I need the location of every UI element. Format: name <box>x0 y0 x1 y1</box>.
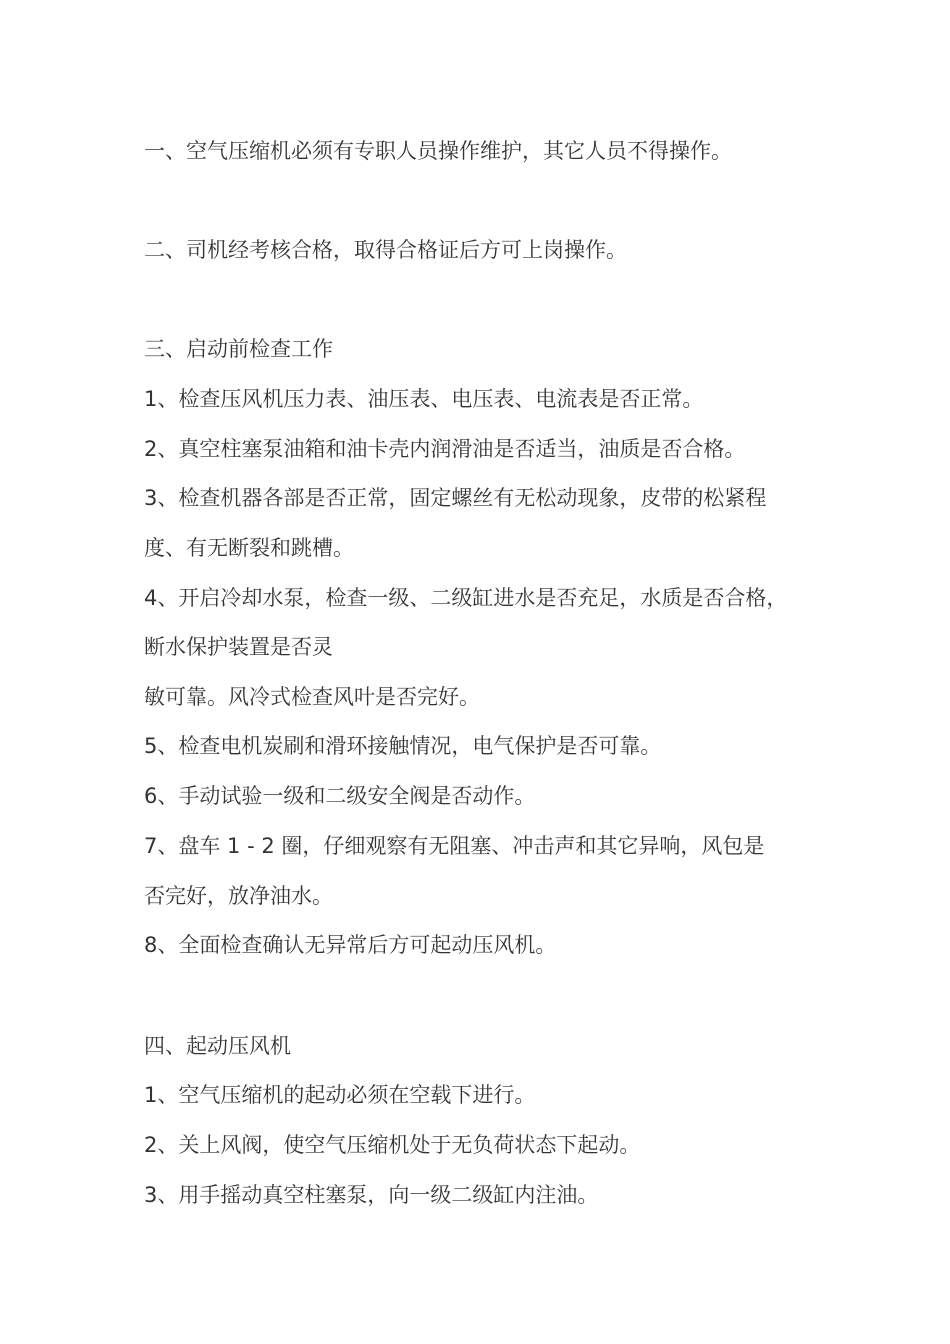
paragraph-line: 8、全面检查确认无异常后方可起动压风机。 <box>144 933 557 957</box>
section-heading-4: 四、起动压风机 <box>144 1034 291 1058</box>
paragraph-line: 1、空气压缩机的起动必须在空载下进行。 <box>144 1083 536 1107</box>
paragraph-line: 断水保护装置是否灵 <box>144 635 333 659</box>
paragraph-line: 7、盘车 1 - 2 圈，仔细观察有无阻塞、冲击声和其它异响，风包是 <box>144 834 765 858</box>
paragraph-line: 5、检查电机炭刷和滑环接触情况，电气保护是否可靠。 <box>144 734 662 758</box>
paragraph-line: 6、手动试验一级和二级安全阀是否动作。 <box>144 784 536 808</box>
section-heading-3: 三、启动前检查工作 <box>144 337 333 361</box>
paragraph-line: 3、检查机器各部是否正常，固定螺丝有无松动现象，皮带的松紧程 <box>144 486 767 510</box>
paragraph-line: 2、关上风阀，使空气压缩机处于无负荷状态下起动。 <box>144 1133 641 1157</box>
section-heading-2: 二、司机经考核合格，取得合格证后方可上岗操作。 <box>144 238 627 262</box>
paragraph-line: 敏可靠。风冷式检查风叶是否完好。 <box>144 685 480 709</box>
paragraph-line: 否完好，放净油水。 <box>144 884 333 908</box>
paragraph-line: 2、真空柱塞泵油箱和油卡壳内润滑油是否适当，油质是否合格。 <box>144 437 746 461</box>
paragraph-line: 3、用手摇动真空柱塞泵，向一级二级缸内注油。 <box>144 1183 599 1207</box>
paragraph-line: 4、开启冷却水泵，检查一级、二级缸进水是否充足，水质是否合格， <box>144 586 788 610</box>
paragraph-line: 度、有无断裂和跳槽。 <box>144 536 354 560</box>
section-heading-1: 一、空气压缩机必须有专职人员操作维护，其它人员不得操作。 <box>144 139 732 163</box>
paragraph-line: 1、检查压风机压力表、油压表、电压表、电流表是否正常。 <box>144 387 704 411</box>
